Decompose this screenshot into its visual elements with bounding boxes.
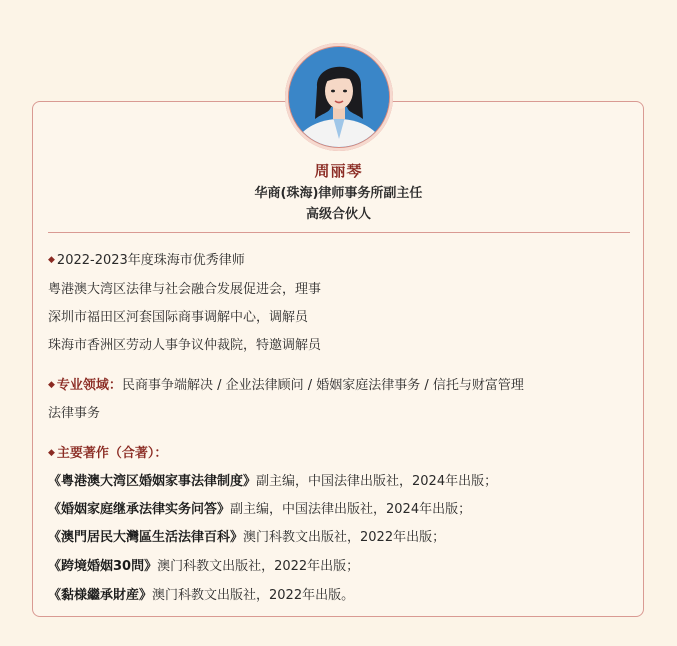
work-item <box>48 526 445 545</box>
work-detail: 副主编，中国法律出版社，2024年出版； <box>256 474 498 489</box>
work-title: 《婚姻家庭继承法律实务问答》 <box>48 502 231 517</box>
practice-text-continued: 法律事务 <box>48 406 101 421</box>
work-title: 《跨境婚姻30問》 <box>48 559 158 574</box>
honor-line: 深圳市福田区河套国际商事调解中心，调解员 <box>48 310 309 325</box>
practice-text: 民商事争端解决 / 企业法律顾问 / 婚姻家庭法律事务 / 信托与财富管理 <box>121 378 524 393</box>
lawyer-name: 周丽琴 <box>314 162 363 180</box>
honor-text: 2022-2023年度珠海市优秀律师 <box>56 253 245 268</box>
diamond-bullet-icon: ◆ <box>48 380 55 390</box>
practice-areas <box>48 374 524 393</box>
diamond-bullet-icon: ◆ <box>48 448 55 458</box>
honor-line: 珠海市香洲区劳动人事争议仲裁院，特邀调解员 <box>48 338 322 353</box>
avatar-frame <box>285 43 393 151</box>
work-title: 《粤港澳大湾区婚姻家事法律制度》 <box>48 474 257 489</box>
work-detail: 澳门科教文出版社，2022年出版； <box>157 559 360 574</box>
honor-line: 粤港澳大湾区法律与社会融合发展促进会，理事 <box>48 282 322 297</box>
position-title: 华商(珠海)律师事务所副主任 <box>254 186 423 201</box>
work-detail: 澳门科教文出版社，2022年出版； <box>243 530 446 545</box>
diamond-bullet-icon: ◆ <box>48 255 55 265</box>
work-item <box>48 555 359 574</box>
work-item <box>48 584 354 603</box>
rank-title: 高级合伙人 <box>305 207 371 222</box>
work-item <box>48 470 497 489</box>
avatar <box>289 47 389 147</box>
section-divider <box>48 232 630 233</box>
works-heading <box>48 442 167 461</box>
work-title: 《澳門居民大灣區生活法律百科》 <box>48 530 244 545</box>
portrait-illustration <box>289 47 389 147</box>
work-title: 《黏様繼承財産》 <box>48 588 153 603</box>
work-item <box>48 498 471 517</box>
honor-line <box>48 249 245 268</box>
work-detail: 副主编，中国法律出版社，2024年出版； <box>230 502 472 517</box>
practice-label: 专业领域： <box>56 378 122 393</box>
work-detail: 澳门科教文出版社，2022年出版。 <box>152 588 355 603</box>
works-label: 主要著作（合著）： <box>56 446 168 461</box>
